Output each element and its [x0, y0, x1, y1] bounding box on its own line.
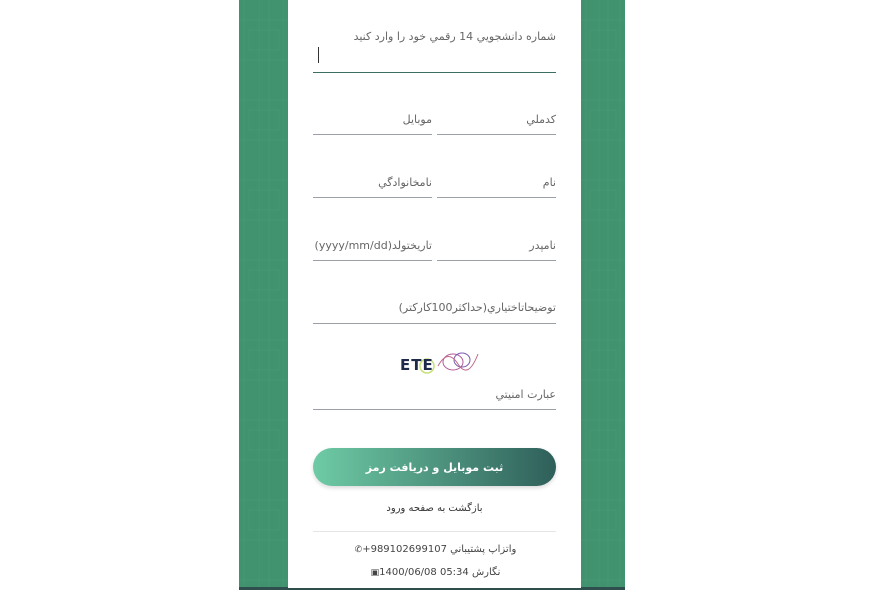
submit-button-label: ثبت موبايل و دريافت رمز	[365, 460, 504, 474]
birth-date-field[interactable]	[313, 239, 432, 261]
student-number-placeholder: شماره دانشجويي 14 رقمي خود را وارد كنيد	[353, 30, 556, 43]
back-to-login-link[interactable]	[313, 503, 556, 514]
version-value: 1400/06/08 05:34	[379, 567, 469, 578]
first-name-field[interactable]	[437, 176, 556, 198]
security-phrase-label: عبارت امنيتي	[495, 388, 556, 401]
mobile-field[interactable]	[313, 113, 432, 135]
footer-divider	[313, 531, 556, 532]
father-name-label: نامپدر	[529, 239, 556, 252]
notes-field[interactable]	[313, 301, 556, 324]
student-number-field[interactable]	[313, 30, 556, 73]
security-phrase-field[interactable]	[313, 388, 556, 410]
first-name-label: نام	[542, 176, 556, 189]
captcha-image	[398, 346, 480, 380]
whatsapp-icon: ✆	[354, 545, 363, 555]
support-line	[313, 544, 556, 555]
captcha-text: ETE	[400, 356, 434, 374]
calendar-icon: ▣	[370, 568, 380, 578]
registration-card	[288, 0, 581, 588]
version-label: نگارش	[471, 567, 501, 578]
father-name-field[interactable]	[437, 239, 556, 261]
captcha-svg	[398, 346, 480, 380]
national-code-field[interactable]	[437, 113, 556, 135]
national-code-label: كدملي	[526, 113, 556, 126]
support-label: واتزاپ پشتيباني	[450, 544, 517, 555]
back-link-label: بازگشت به صفحه ورود	[386, 503, 483, 514]
mobile-label: موبايل	[402, 113, 432, 126]
right-decorative-pattern	[581, 0, 625, 588]
right-pattern-svg	[581, 0, 625, 588]
version-line	[313, 567, 556, 578]
left-decorative-pattern	[239, 0, 288, 588]
support-phone[interactable]: +989102699107	[362, 544, 447, 555]
notes-label: توضيحاتاختياري(حداكثر100كاركتر)	[398, 301, 556, 314]
left-pattern-svg	[239, 0, 288, 588]
submit-button[interactable]	[313, 448, 556, 486]
last-name-field[interactable]	[313, 176, 432, 198]
last-name-label: نامخانوادگي	[378, 176, 432, 189]
birth-date-label: تاريختولد(yyyy/mm/dd)	[314, 239, 432, 252]
